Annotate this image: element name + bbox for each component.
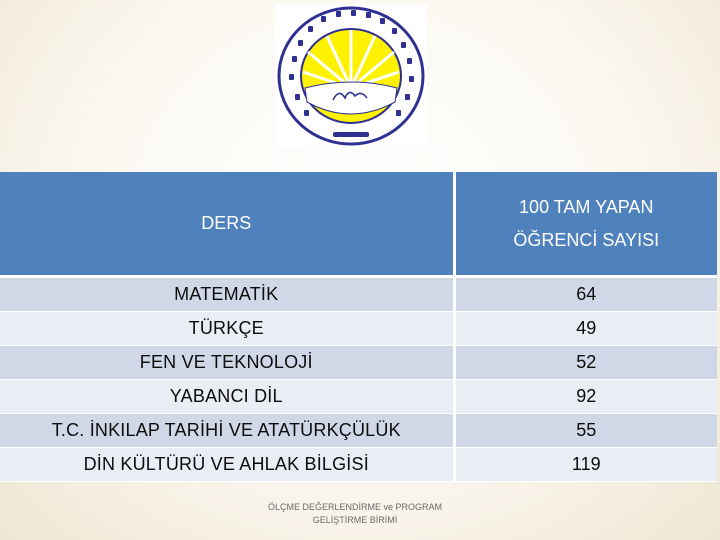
header-count-line2: ÖĞRENCİ SAYISI — [513, 229, 660, 250]
row-ders: TÜRKÇE — [0, 312, 454, 346]
results-table — [0, 172, 717, 482]
table-row — [0, 346, 717, 380]
row-ders: YABANCI DİL — [0, 380, 454, 414]
table-row — [0, 380, 717, 414]
row-count: 52 — [454, 346, 717, 380]
row-ders: MATEMATİK — [0, 277, 454, 312]
header-count-line1: 100 TAM YAPAN — [519, 197, 654, 218]
table-row — [0, 277, 717, 312]
row-ders: FEN VE TEKNOLOJİ — [0, 346, 454, 380]
header-ders: DERS — [0, 172, 454, 277]
row-count: 119 — [454, 448, 717, 482]
table-row — [0, 414, 717, 448]
table-row — [0, 448, 717, 482]
row-count: 49 — [454, 312, 717, 346]
footer-line1: ÖLÇME DEĞERLENDİRME ve PROGRAM — [267, 502, 443, 512]
footer-line2: GELİŞTİRME BİRİMİ — [312, 515, 398, 525]
row-count: 92 — [454, 380, 717, 414]
school-logo — [275, 4, 427, 148]
logo-emblem-icon — [275, 4, 427, 148]
footer-unit-name — [240, 501, 470, 527]
row-ders: DİN KÜLTÜRÜ VE AHLAK BİLGİSİ — [0, 448, 454, 482]
row-ders: T.C. İNKILAP TARİHİ VE ATATÜRKÇÜLÜK — [0, 414, 454, 448]
table-row — [0, 312, 717, 346]
header-count — [454, 172, 717, 277]
row-count: 55 — [454, 414, 717, 448]
table-header-row — [0, 172, 717, 277]
row-count: 64 — [454, 277, 717, 312]
